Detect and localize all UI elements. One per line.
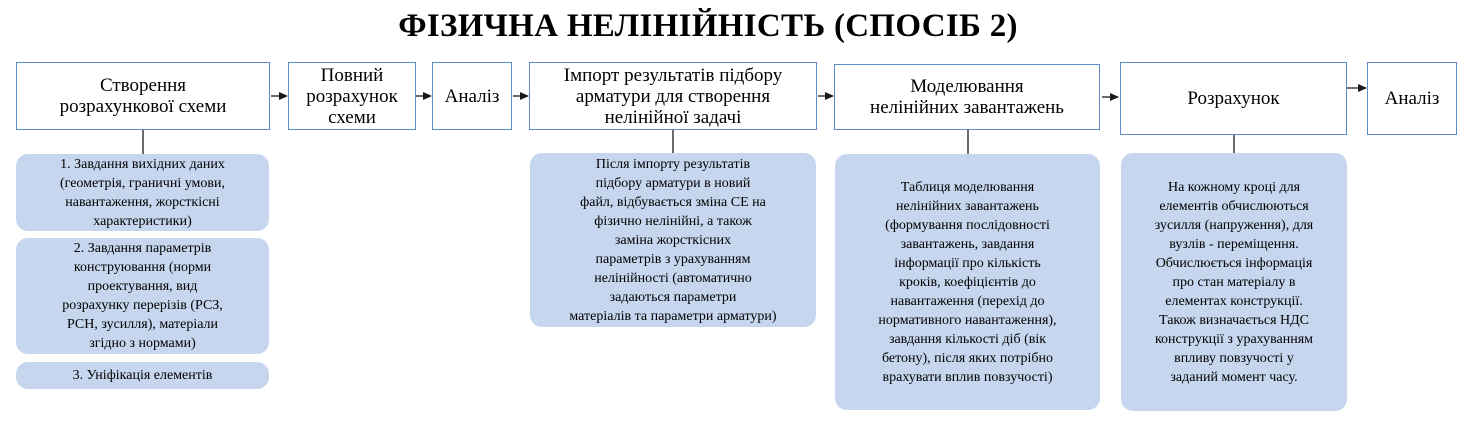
- step-create-scheme[interactable]: Створення розрахункової схеми: [16, 62, 270, 130]
- note-unification: 3. Уніфікація елементів: [16, 362, 269, 389]
- diagram-title: ФІЗИЧНА НЕЛІНІЙНІСТЬ (СПОСІБ 2): [398, 8, 1018, 44]
- note-calculation-details: На кожному кроці для елементів обчислюються зусилля (напруження), для вузлів - переміщення. Обчислюється інформація про стан матеріалу в елементах конструкції. Також визначається НДС конструкції з урахуванням впливу повзучості у заданий момент часу.: [1121, 153, 1347, 411]
- note-design-parameters: 2. Завдання параметрів конструювання (норми проектування, вид розрахунку перерізів (РСЗ, РСН, зусилля), матеріали згідно з нормами): [16, 238, 269, 354]
- step-analysis-1[interactable]: Аналіз: [432, 62, 512, 130]
- step-nonlinear-modeling[interactable]: Моделювання нелінійних завантажень: [834, 64, 1100, 130]
- step-calculation[interactable]: Розрахунок: [1120, 62, 1347, 135]
- note-initial-data: 1. Завдання вихідних даних (геометрія, граничні умови, навантаження, жорсткісні характеристики): [16, 154, 269, 231]
- step-full-calculation[interactable]: Повний розрахунок схеми: [288, 62, 416, 130]
- step-analysis-2[interactable]: Аналіз: [1367, 62, 1457, 135]
- step-import-reinforcement[interactable]: Імпорт результатів підбору арматури для створення нелінійної задачі: [529, 62, 817, 130]
- note-modeling-details: Таблиця моделювання нелінійних завантажень (формування послідовності завантажень, завдання інформації про кількість кроків, коефіцієнтів до навантаження (перехід до нормативного навантаження), завдання кількості діб (вік бетону), після яких потрібно врахувати вплив повзучості): [835, 154, 1100, 410]
- note-import-details: Після імпорту результатів підбору арматури в новий файл, відбувається зміна СЕ на фізично нелінійні, а також заміна жорсткісних параметрів з урахуванням нелінійності (автоматично задаються параметри матеріалів та параметри арматури): [530, 153, 816, 327]
